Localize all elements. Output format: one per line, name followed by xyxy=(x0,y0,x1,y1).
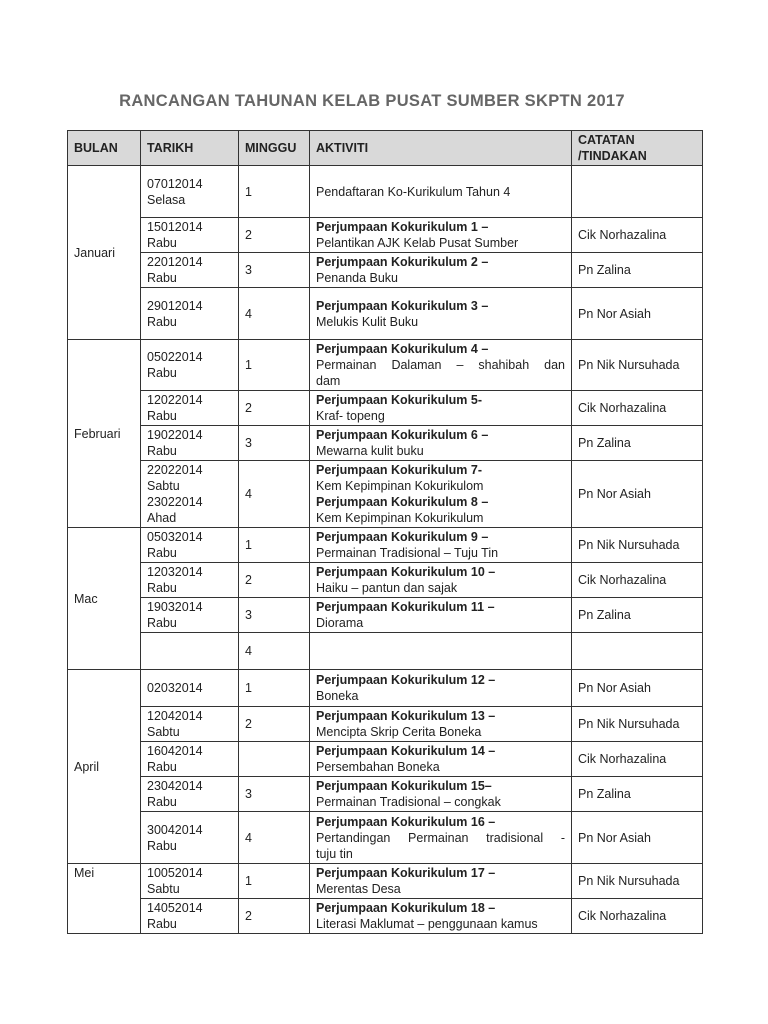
teacher-cell: Cik Norhazalina xyxy=(572,899,703,934)
activity-cell xyxy=(310,864,572,899)
date-line: 05022014 xyxy=(147,350,203,364)
week-cell: 1 xyxy=(239,670,310,707)
week-cell: 2 xyxy=(239,707,310,742)
table-row xyxy=(68,218,703,253)
table-row xyxy=(68,426,703,461)
activity-cell xyxy=(310,426,572,461)
date-line: 16042014 xyxy=(147,744,203,758)
activity-description: Literasi Maklumat – penggunaan kamus xyxy=(316,917,538,931)
activity-description: Kraf- topeng xyxy=(316,409,385,423)
activity-cell xyxy=(310,777,572,812)
date-line: 12042014 xyxy=(147,709,203,723)
header-bulan: BULAN xyxy=(68,131,141,166)
date-cell xyxy=(141,166,239,218)
activity-title: Perjumpaan Kokurikulum 13 – xyxy=(316,709,496,723)
activity-cell xyxy=(310,633,572,670)
week-cell: 2 xyxy=(239,391,310,426)
activity-cell xyxy=(310,742,572,777)
teacher-cell xyxy=(572,166,703,218)
date-cell xyxy=(141,670,239,707)
activity-cell xyxy=(310,563,572,598)
activity-cell xyxy=(310,253,572,288)
week-cell: 4 xyxy=(239,288,310,340)
teacher-cell: Pn Nor Asiah xyxy=(572,812,703,864)
activity-cell xyxy=(310,218,572,253)
week-cell: 1 xyxy=(239,340,310,391)
date-line: Rabu xyxy=(147,760,177,774)
activity-description: Kem Kepimpinan Kokurikulum xyxy=(316,511,484,525)
date-line: Sabtu xyxy=(147,725,180,739)
activity-title: Perjumpaan Kokurikulum 3 – xyxy=(316,298,489,313)
activity-description: Penanda Buku xyxy=(316,271,399,285)
date-cell xyxy=(141,391,239,426)
date-line: 22012014 xyxy=(147,255,203,269)
teacher-cell: Pn Zalina xyxy=(572,426,703,461)
activity-cell xyxy=(310,461,572,528)
table-header-row xyxy=(68,131,703,166)
teacher-cell: Pn Zalina xyxy=(572,253,703,288)
date-line: Sabtu xyxy=(147,479,180,493)
activity-title: Perjumpaan Kokurikulum 11 – xyxy=(316,600,495,614)
date-line: 23042014 xyxy=(147,779,203,793)
teacher-cell: Pn Nik Nursuhada xyxy=(572,707,703,742)
activity-title: Perjumpaan Kokurikulum 17 – xyxy=(316,866,496,880)
date-line: Rabu xyxy=(147,236,177,250)
activity-description: Persembahan Boneka xyxy=(316,760,440,774)
teacher-cell: Pn Nor Asiah xyxy=(572,461,703,528)
week-cell: 3 xyxy=(239,777,310,812)
date-line: Rabu xyxy=(147,838,177,853)
date-line: Sabtu xyxy=(147,882,180,896)
date-line: 30042014 xyxy=(147,822,203,837)
activity-title: Perjumpaan Kokurikulum 1 – xyxy=(316,220,489,234)
table-row xyxy=(68,812,703,864)
header-minggu: MINGGU xyxy=(239,131,310,166)
date-line: 10052014 xyxy=(147,866,203,880)
date-line: 05032014 xyxy=(147,530,203,544)
activity-description: Merentas Desa xyxy=(316,882,401,896)
table-row xyxy=(68,633,703,670)
table-row xyxy=(68,253,703,288)
activity-title: Perjumpaan Kokurikulum 9 – xyxy=(316,530,489,544)
date-cell xyxy=(141,812,239,864)
activity-cell xyxy=(310,707,572,742)
activity-description: Diorama xyxy=(316,616,364,630)
date-line: 22022014 xyxy=(147,463,203,477)
date-cell xyxy=(141,777,239,812)
activity-title: Perjumpaan Kokurikulum 10 – xyxy=(316,565,496,579)
table-row xyxy=(68,777,703,812)
week-cell xyxy=(239,742,310,777)
month-cell: Mac xyxy=(68,528,141,670)
month-cell: Januari xyxy=(68,166,141,340)
week-cell: 3 xyxy=(239,426,310,461)
date-line: 29012014 xyxy=(147,298,203,313)
date-cell xyxy=(141,864,239,899)
annual-plan-table xyxy=(67,130,703,934)
activity-description: Pertandingan Permainan tradisional - xyxy=(316,830,565,845)
activity-description: Haiku – pantun dan sajak xyxy=(316,581,458,595)
activity-title: Perjumpaan Kokurikulum 16 – xyxy=(316,814,496,829)
header-aktiviti: AKTIVITI xyxy=(310,131,572,166)
table-row xyxy=(68,899,703,934)
activity-title: Perjumpaan Kokurikulum 4 – xyxy=(316,342,489,356)
month-cell: Mei xyxy=(68,864,141,934)
week-cell: 1 xyxy=(239,528,310,563)
date-cell xyxy=(141,426,239,461)
date-cell xyxy=(141,288,239,340)
date-cell xyxy=(141,218,239,253)
activity-description: Permainan Tradisional – congkak xyxy=(316,795,501,809)
activity-description: Pendaftaran Ko-Kurikulum Tahun 4 xyxy=(316,184,511,199)
date-cell xyxy=(141,340,239,391)
date-cell xyxy=(141,461,239,528)
date-line: Rabu xyxy=(147,366,177,380)
date-line: Rabu xyxy=(147,581,177,595)
activity-cell xyxy=(310,288,572,340)
activity-title: Perjumpaan Kokurikulum 15– xyxy=(316,779,492,793)
date-line: 14052014 xyxy=(147,901,203,915)
activity-title: Perjumpaan Kokurikulum 12 – xyxy=(316,673,496,687)
table-row xyxy=(68,528,703,563)
activity-description: Permainan Tradisional – Tuju Tin xyxy=(316,546,499,560)
teacher-cell xyxy=(572,633,703,670)
teacher-cell: Pn Nik Nursuhada xyxy=(572,864,703,899)
activity-title: Perjumpaan Kokurikulum 8 – xyxy=(316,495,489,509)
table-row xyxy=(68,707,703,742)
teacher-cell: Pn Zalina xyxy=(572,598,703,633)
table-row xyxy=(68,166,703,218)
activity-title: Perjumpaan Kokurikulum 5- xyxy=(316,393,483,407)
table-row xyxy=(68,864,703,899)
date-line: Rabu xyxy=(147,616,177,630)
week-cell: 2 xyxy=(239,563,310,598)
table-row xyxy=(68,461,703,528)
date-line: 07012014 xyxy=(147,176,203,191)
teacher-cell: Cik Norhazalina xyxy=(572,218,703,253)
date-line: 19022014 xyxy=(147,428,203,442)
table-row xyxy=(68,563,703,598)
date-cell xyxy=(141,707,239,742)
activity-cell xyxy=(310,670,572,707)
week-cell: 4 xyxy=(239,812,310,864)
date-line: 12032014 xyxy=(147,565,203,579)
activity-title: Perjumpaan Kokurikulum 2 – xyxy=(316,255,489,269)
date-line: 19032014 xyxy=(147,600,203,614)
activity-cell xyxy=(310,812,572,864)
date-line: 23022014 xyxy=(147,495,203,509)
header-tarikh: TARIKH xyxy=(141,131,239,166)
teacher-cell: Cik Norhazalina xyxy=(572,742,703,777)
date-cell xyxy=(141,528,239,563)
date-line: Rabu xyxy=(147,409,177,423)
table-row xyxy=(68,742,703,777)
week-cell: 3 xyxy=(239,598,310,633)
activity-description: Permainan Dalaman – shahibah dan xyxy=(316,358,565,372)
week-cell: 3 xyxy=(239,253,310,288)
activity-description: Pelantikan AJK Kelab Pusat Sumber xyxy=(316,236,519,250)
week-cell: 1 xyxy=(239,166,310,218)
week-cell: 4 xyxy=(239,633,310,670)
activity-cell xyxy=(310,598,572,633)
date-line: Rabu xyxy=(147,546,177,560)
date-line: Rabu xyxy=(147,917,177,931)
date-line: 02032014 xyxy=(147,681,203,695)
date-line: Selasa xyxy=(147,192,186,207)
activity-description: tuju tin xyxy=(316,846,353,861)
page-title: RANCANGAN TAHUNAN KELAB PUSAT SUMBER SKPTN 2017 xyxy=(119,92,625,110)
activity-description: Melukis Kulit Buku xyxy=(316,314,419,329)
date-line: Ahad xyxy=(147,511,177,525)
week-cell: 1 xyxy=(239,864,310,899)
activity-cell xyxy=(310,528,572,563)
table-row xyxy=(68,670,703,707)
date-line: Rabu xyxy=(147,444,177,458)
activity-description: Mencipta Skrip Cerita Boneka xyxy=(316,725,482,739)
activity-cell xyxy=(310,166,572,218)
teacher-cell: Pn Nor Asiah xyxy=(572,288,703,340)
teacher-cell: Pn Nik Nursuhada xyxy=(572,340,703,391)
teacher-cell: Pn Nik Nursuhada xyxy=(572,528,703,563)
date-line: 12022014 xyxy=(147,393,203,407)
table-row xyxy=(68,288,703,340)
week-cell: 4 xyxy=(239,461,310,528)
month-cell: Februari xyxy=(68,340,141,528)
table-row xyxy=(68,598,703,633)
activity-cell xyxy=(310,391,572,426)
date-cell xyxy=(141,742,239,777)
date-cell xyxy=(141,598,239,633)
teacher-cell: Pn Nor Asiah xyxy=(572,670,703,707)
date-cell xyxy=(141,899,239,934)
activity-description: dam xyxy=(316,374,341,388)
table-row xyxy=(68,340,703,391)
date-cell xyxy=(141,563,239,598)
date-cell xyxy=(141,253,239,288)
activity-cell xyxy=(310,340,572,391)
week-cell: 2 xyxy=(239,899,310,934)
activity-cell xyxy=(310,899,572,934)
date-line: Rabu xyxy=(147,271,177,285)
activity-description: Boneka xyxy=(316,689,359,703)
date-line: 15012014 xyxy=(147,220,203,234)
teacher-cell: Cik Norhazalina xyxy=(572,391,703,426)
activity-title: Perjumpaan Kokurikulum 14 – xyxy=(316,744,496,758)
activity-title: Perjumpaan Kokurikulum 18 – xyxy=(316,901,496,915)
header-catatan: CATATAN /TINDAKAN xyxy=(572,131,703,166)
activity-title: Perjumpaan Kokurikulum 7- xyxy=(316,463,483,477)
activity-title: Perjumpaan Kokurikulum 6 – xyxy=(316,428,489,442)
teacher-cell: Pn Zalina xyxy=(572,777,703,812)
date-cell xyxy=(141,633,239,670)
week-cell: 2 xyxy=(239,218,310,253)
activity-description: Mewarna kulit buku xyxy=(316,444,424,458)
date-line: Rabu xyxy=(147,314,177,329)
month-cell: April xyxy=(68,670,141,864)
table-row xyxy=(68,391,703,426)
teacher-cell: Cik Norhazalina xyxy=(572,563,703,598)
date-line: Rabu xyxy=(147,795,177,809)
activity-description: Kem Kepimpinan Kokurikulom xyxy=(316,479,484,493)
